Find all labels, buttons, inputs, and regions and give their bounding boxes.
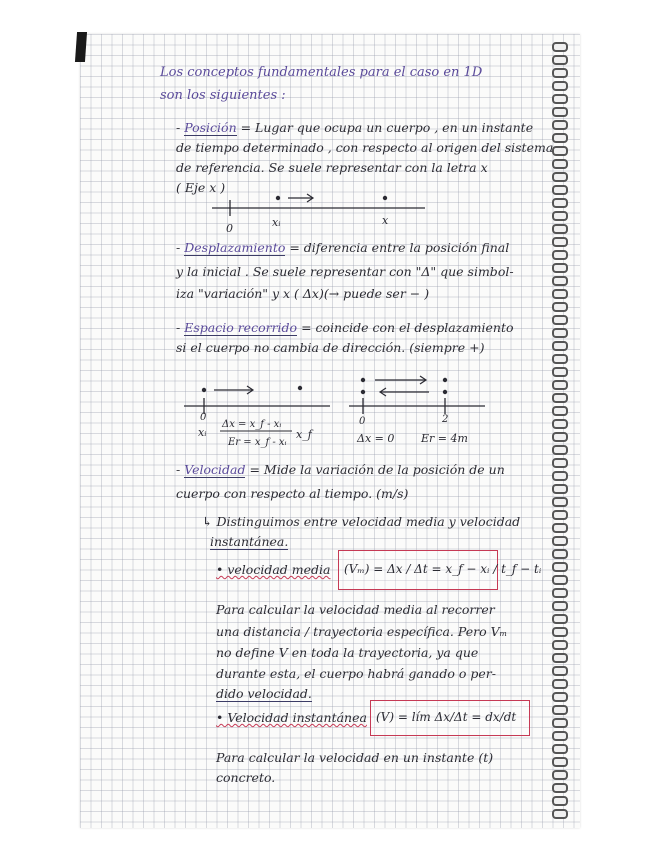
velocidad-media-label: • velocidad media xyxy=(216,562,331,577)
spiral-coil xyxy=(552,796,568,806)
velocidad-line-1: - Velocidad = Mide la variación de la posición de un xyxy=(176,462,505,477)
label-dx-left: Δx = x_f - xᵢ xyxy=(222,419,282,430)
spiral-coil xyxy=(552,484,568,494)
inst-text-1: Para calcular la velocidad en un instante (t) xyxy=(216,750,494,765)
media-text-5-span: dido velocidad. xyxy=(216,686,312,701)
inst-text-2: concreto. xyxy=(216,770,276,785)
spiral-coil xyxy=(552,211,568,221)
title-line-2: son los siguientes : xyxy=(160,88,286,103)
spiral-coil xyxy=(552,536,568,546)
posicion-line-1: - Posición = Lugar que ocupa un cuerpo , en un instante xyxy=(176,120,534,135)
label-x: x xyxy=(382,214,389,227)
spiral-coil xyxy=(552,627,568,637)
posicion-line-2: de tiempo determinado , con respecto al origen del sistema xyxy=(176,140,554,155)
posicion-line-3: de referencia. Se suele representar con la letra x xyxy=(176,160,488,175)
spiral-coil xyxy=(552,393,568,403)
posicion-diagram xyxy=(200,188,440,236)
spiral-coil xyxy=(552,42,568,52)
spiral-coil xyxy=(552,601,568,611)
spiral-coil xyxy=(552,354,568,364)
spiral-coil xyxy=(552,159,568,169)
spiral-coil xyxy=(552,250,568,260)
media-text-4: durante esta, el cuerpo habrá ganado o per- xyxy=(216,666,496,681)
title-line-1: Los conceptos fundamentales para el caso en 1D xyxy=(160,65,483,80)
desplazamiento-line-3: iza "variación" y x ( Δx)(→ puede ser − ) xyxy=(176,286,430,301)
spiral-coil xyxy=(552,198,568,208)
media-text-1: Para calcular la velocidad media al recorrer xyxy=(216,602,495,617)
spiral-coil xyxy=(552,146,568,156)
desplazamiento-line-2: y la inicial . Se suele representar con "Δ" que simbol- xyxy=(176,264,514,279)
velocidad-label: Velocidad xyxy=(184,462,246,477)
label-xf-left: x_f xyxy=(296,428,312,441)
spiral-coil xyxy=(552,289,568,299)
spiral-coil xyxy=(552,731,568,741)
desplazamiento-line-1: - Desplazamiento = diferencia entre la posición final xyxy=(176,240,510,255)
spiral-coil xyxy=(552,510,568,520)
velocidad-inst-label: • Velocidad instantánea xyxy=(216,710,367,725)
spiral-coil xyxy=(552,94,568,104)
label-two-right: 2 xyxy=(442,414,449,425)
spiral-coil xyxy=(552,809,568,819)
desplazamiento-label: Desplazamiento xyxy=(184,240,286,255)
label-xi: xᵢ xyxy=(272,216,281,229)
velocidad-media-formula: (Vₘ) = Δx / Δt = x_f − xᵢ / t_f − tᵢ xyxy=(344,562,542,576)
spiral-coil xyxy=(552,68,568,78)
spiral-coil xyxy=(552,133,568,143)
velocidad-def: = Mide la variación de la posición de un xyxy=(249,462,505,477)
spiral-coil xyxy=(552,770,568,780)
spiral-binding xyxy=(550,34,580,828)
spiral-coil xyxy=(552,718,568,728)
label-origin-right: 0 xyxy=(359,416,366,427)
spiral-coil xyxy=(552,692,568,702)
spiral-coil xyxy=(552,666,568,676)
spiral-coil xyxy=(552,341,568,351)
page-edge-tab xyxy=(75,32,87,62)
label-origin-left: 0 xyxy=(200,412,207,423)
spiral-coil xyxy=(552,757,568,767)
spiral-coil xyxy=(552,575,568,585)
spiral-coil xyxy=(552,276,568,286)
spiral-coil xyxy=(552,705,568,715)
label-er-right: Er = 4m xyxy=(421,432,468,445)
media-text-3: no define V en toda la trayectoria, ya que xyxy=(216,645,479,660)
posicion-label: Posición xyxy=(184,120,237,135)
label-xi-left: xᵢ xyxy=(198,426,207,439)
spiral-coil xyxy=(552,523,568,533)
spiral-coil xyxy=(552,653,568,663)
spiral-coil xyxy=(552,107,568,117)
spiral-coil xyxy=(552,562,568,572)
spiral-coil xyxy=(552,172,568,182)
espacio-line-1: - Espacio recorrido = coincide con el desplazamiento xyxy=(176,320,514,335)
media-text-2: una distancia / trayectoria específica. Pero Vₘ xyxy=(216,624,508,639)
spiral-coil xyxy=(552,640,568,650)
spiral-coil xyxy=(552,445,568,455)
spiral-coil xyxy=(552,81,568,91)
velocidad-inst-formula: (V) = lím Δx/Δt = dx/dt xyxy=(376,710,517,724)
spiral-coil xyxy=(552,679,568,689)
spiral-coil xyxy=(552,367,568,377)
posicion-line-4: ( Eje x ) xyxy=(176,180,226,195)
spiral-coil xyxy=(552,55,568,65)
spiral-coil xyxy=(552,237,568,247)
point-x xyxy=(383,196,387,200)
point-xi xyxy=(276,196,280,200)
label-dx-right: Δx = 0 xyxy=(357,432,395,445)
velocidad-line-2: cuerpo con respecto al tiempo. (m/s) xyxy=(176,486,409,501)
spiral-coil xyxy=(552,458,568,468)
spiral-coil xyxy=(552,497,568,507)
spiral-coil xyxy=(552,432,568,442)
espacio-def: = coincide con el desplazamiento xyxy=(301,320,514,335)
espacio-diagram-right xyxy=(345,368,495,454)
spiral-coil xyxy=(552,614,568,624)
label-origin: 0 xyxy=(226,222,233,235)
spiral-coil xyxy=(552,406,568,416)
espacio-diagram-left xyxy=(180,372,340,454)
spiral-coil xyxy=(552,419,568,429)
media-text-5 xyxy=(216,684,312,703)
spiral-coil xyxy=(552,328,568,338)
spiral-coil xyxy=(552,302,568,312)
desplazamiento-def: = diferencia entre la posición final xyxy=(289,240,510,255)
spiral-coil xyxy=(552,185,568,195)
label-er-left: Er = x_f - xᵢ xyxy=(228,437,287,448)
spiral-coil xyxy=(552,224,568,234)
spiral-coil xyxy=(552,549,568,559)
spiral-coil xyxy=(552,263,568,273)
spiral-coil xyxy=(552,783,568,793)
distinguimos-line-2 xyxy=(210,532,288,551)
spiral-coil xyxy=(552,380,568,390)
spiral-coil xyxy=(552,471,568,481)
espacio-line-2: si el cuerpo no cambia de dirección. (siempre +) xyxy=(176,340,485,355)
spiral-coil xyxy=(552,315,568,325)
spiral-coil xyxy=(552,744,568,754)
spiral-coil xyxy=(552,588,568,598)
espacio-label: Espacio recorrido xyxy=(184,320,298,335)
posicion-def: = Lugar que ocupa un cuerpo , en un instante xyxy=(240,120,534,135)
distinguimos-text: instantánea. xyxy=(210,534,289,549)
distinguimos-line-1: ↳ Distinguimos entre velocidad media y velocidad xyxy=(202,514,521,529)
spiral-coil xyxy=(552,120,568,130)
